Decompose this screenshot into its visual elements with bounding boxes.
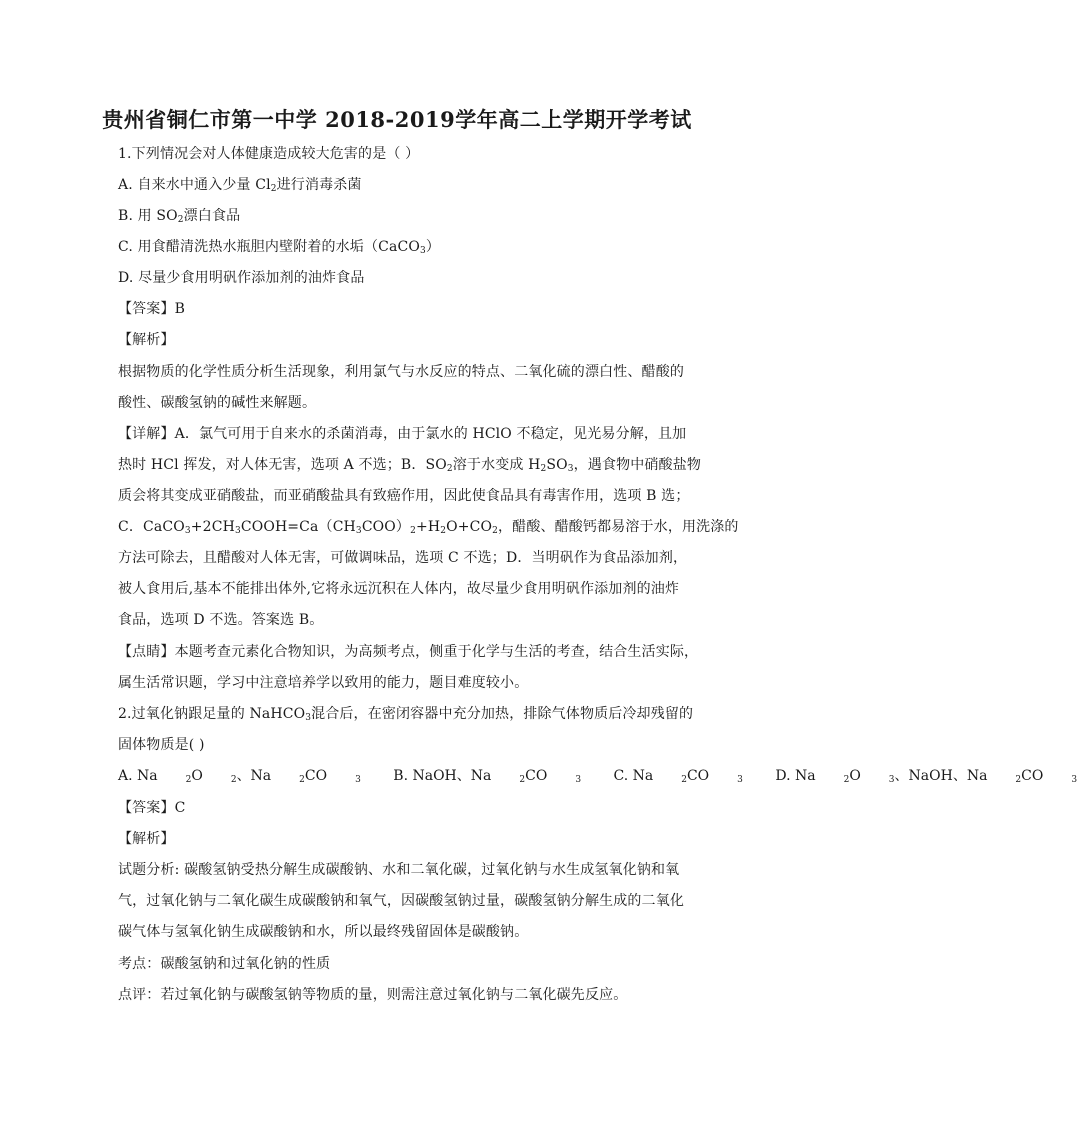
q2-dianping: 点评：若过氧化钠与碳酸氢钠等物质的量，则需注意过氧化钠与二氧化碳先反应。 [118,987,628,1003]
q2-stem: 2.过氧化钠跟足量的 NaHCO$_3$混合后，在密闭容器中充分加热，排除气体物质后冷却残留的 [118,706,694,723]
q2-analysis-line: 试题分析: 碳酸氢钠受热分解生成碳酸钠、水和二氧化碳，过氧化钠与水生成氢氧化钠和氧 [118,862,680,878]
q2-kaodian: 考点：碳酸氢钠和过氧化钠的性质 [118,956,331,972]
q1-option-d: D. 尽量少食用明矾作添加剂的油炸食品 [118,270,365,286]
q1-detail-line: 被人食用后,基本不能排出体外,它将永远沉积在人体内，故尽量少食用明矾作添加剂的油炸 [118,581,680,597]
q2-options-row [118,767,1077,785]
q2-option-b: B. NaOH、Na $_2$CO $_3$ [393,768,582,785]
document-title: 贵州省铜仁市第一中学 2018-2019学年高二上学期开学考试 [102,107,692,132]
q2-option-a: A. Na $_2$O $_2$、Na $_2$CO $_3$ [118,768,361,785]
q1-detail-line: 质会将其变成亚硝酸盐，而亚硝酸盐具有致癌作用，因此使食品具有毒害作用，选项 B 选； [118,488,690,504]
q2-analysis-line: 气，过氧化钠与二氧化碳生成碳酸钠和氧气，因碳酸氢钠过量，碳酸氢钠分解生成的二氧化 [118,893,684,909]
q1-option-b: B. 用 $SO_2$漂白食品 [118,208,241,225]
q1-analysis-line: 酸性、碳酸氢钠的碱性来解题。 [118,395,317,411]
q1-option-a: A. 自来水中通入少量 $Cl_2$进行消毒杀菌 [118,177,362,194]
q1-comment-line: 属生活常识题，学习中注意培养学以致用的能力，题目难度较小。 [118,675,529,691]
q1-comment-line: 【点睛】本题考查元素化合物知识，为高频考点，侧重于化学与生活的考查，结合生活实际， [118,644,699,660]
q1-detail-line: 【详解】A．氯气可用于自来水的杀菌消毒，由于氯水的 HClO 不稳定，见光易分解，且加 [118,426,687,442]
q2-analysis-label: 【解析】 [118,831,175,847]
q2-answer: 【答案】C [118,800,186,816]
q1-answer: 【答案】B [118,301,186,317]
q2-stem-continued: 固体物质是( ) [118,737,205,753]
q2-option-d: D. Na $_2$O $_3$、NaOH、Na $_2$CO $_3$ [775,768,1077,785]
q1-stem: 1.下列情况会对人体健康造成较大危害的是（ ） [118,146,420,162]
q2-analysis-line: 碳气体与氢氧化钠生成碳酸钠和水，所以最终残留固体是碳酸钠。 [118,924,529,940]
q1-analysis-line: 根据物质的化学性质分析生活现象，利用氯气与水反应的特点、二氧化硫的漂白性、醋酸的 [118,364,684,380]
q1-detail-line: 食品，选项 D 不选。答案选 B。 [118,612,324,628]
q1-detail-line: 方法可除去，且醋酸对人体无害，可做调味品，选项 C 不选；D．当明矾作为食品添加剂， [118,550,688,566]
q2-option-c: C. Na $_2$CO $_3$ [613,768,743,785]
q1-option-c: C. 用食醋清洗热水瓶胆内壁附着的水垢（CaCO$_3$） [118,239,441,256]
q1-analysis-label: 【解析】 [118,332,175,348]
q1-detail-line: 热时 HCl 挥发，对人体无害，选项 A 不选；B．$SO_2$溶于水变成 $H_2SO_3$，遇食物中硝酸盐物 [118,457,701,474]
q1-detail-equation-line: C．$CaCO_3+2CH_3COOH=Ca(CH_3COO)_2+H_2O+CO_2$，醋酸、醋酸钙都易溶于水，用洗涤的 [118,519,739,536]
